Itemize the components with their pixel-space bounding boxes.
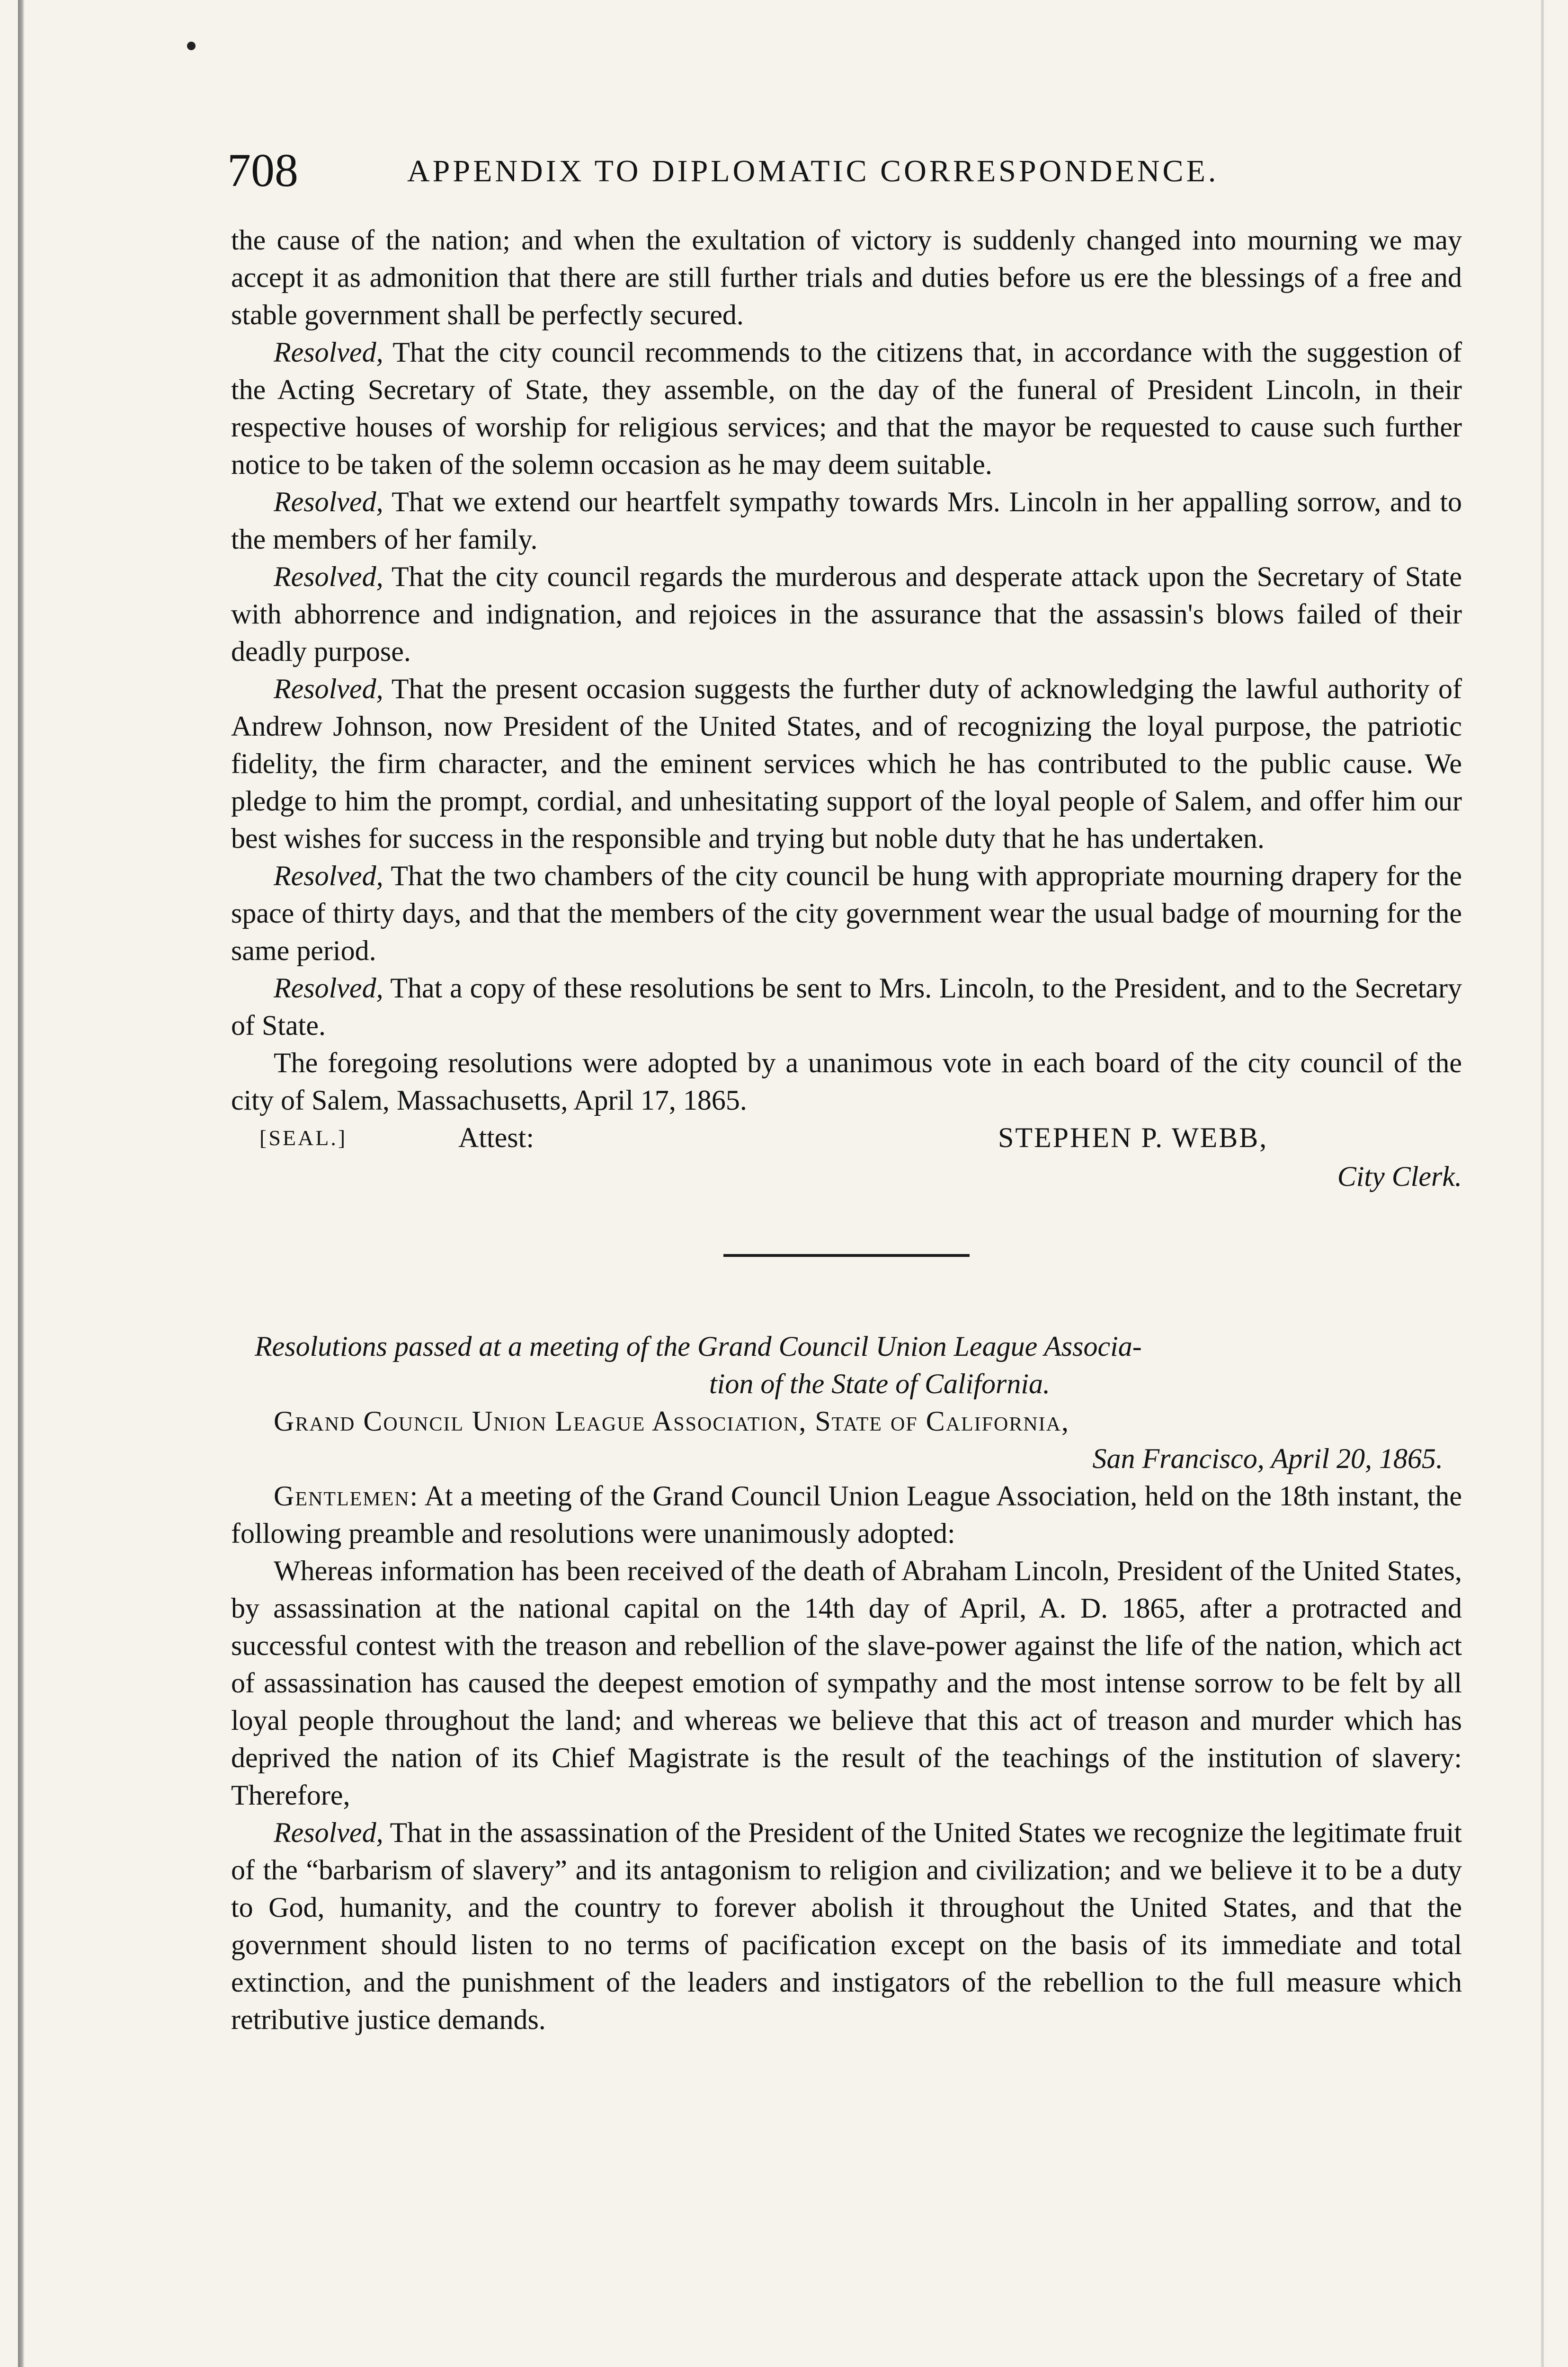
page-number: 708 [227, 144, 298, 196]
continuation-paragraph: the cause of the nation; and when the exultation of victory is suddenly changed into mourning we may accept it as admonition that there are still further trials and duties before us ere the blessings of a free and stable government shall be perfectly secured. [231, 224, 1462, 330]
running-title: APPENDIX TO DIPLOMATIC CORRESPONDENCE. [407, 154, 1219, 188]
resolution-paragraph [231, 558, 1462, 670]
seal-mark: [SEAL.] [259, 1126, 347, 1150]
resolution-text: That the city council recommends to the citizens that, in accordance with the suggestion of the Acting Secretary of State, they assemble, on the day of the funeral of President Lincoln, in their respective houses of worship for religious services; and that the mayor be requested to cause such further notice to be taken of the solemn occasion as he may deem suitable. [231, 337, 1462, 480]
signer-name: STEPHEN P. WEBB, [998, 1122, 1268, 1153]
section-title [231, 1328, 1462, 1403]
section-divider [723, 1254, 970, 1257]
section-title-line1: Resolutions passed at a meeting of the Grand Council Union League Associa- [255, 1331, 1142, 1362]
resolved-label: Resolved, [274, 673, 383, 704]
intro-text: At a meeting of the Grand Council Union League Association, held on the 18th instant, the following preamble and resolutions were unanimously adopted: [231, 1480, 1462, 1549]
resolution-paragraph [231, 483, 1462, 558]
resolution-text: That we extend our heartfelt sympathy towards Mrs. Lincoln in her appalling sorrow, and to the members of her family. [231, 486, 1462, 555]
salem-resolutions [231, 222, 1462, 1197]
resolution-text: That the city council regards the murderous and desperate attack upon the Secretary of State with abhorrence and indignation, and rejoices in the assurance that the assassin's blows failed of their deadly purpose. [231, 561, 1462, 667]
resolution-paragraph [231, 334, 1462, 483]
resolved-label: Resolved, [274, 486, 383, 517]
attest-label: Attest: [458, 1122, 534, 1153]
adoption-paragraph: The foregoing resolutions were adopted by a unanimous vote in each board of the city council of the city of Salem, Massachusetts, April 17, 1865. [231, 1047, 1462, 1116]
resolution-paragraph [231, 670, 1462, 857]
organization-line: Grand Council Union League Association, State of California, [274, 1406, 1069, 1437]
resolution-text: That the two chambers of the city council be hung with appropriate mourning drapery for the space of thirty days, and that the members of the city government wear the usual badge of mourning for the same period. [231, 860, 1462, 966]
place-date: San Francisco, April 20, 1865. [1092, 1443, 1443, 1474]
resolved-label: Resolved, [274, 1817, 383, 1848]
section-title-line2: tion of the State of California. [709, 1368, 1050, 1399]
resolution-paragraph [231, 970, 1462, 1044]
resolution-text: That in the assassination of the President of the United States we recognize the legitimate fruit of the “barbarism of slavery” and its antagonism to religion and civilization; and we believe it to be a duty to God, humanity, and the country to forever abolish it throughout the United States, and that the government should listen to no terms of pacification except on the basis of its immediate and total extinction, and the punishment of the leaders and instigators of the rebellion to the full measure which retributive justice demands. [231, 1817, 1462, 2035]
resolution-text: That a copy of these resolutions be sent to Mrs. Lincoln, to the President, and to the Secretary of State. [231, 972, 1462, 1041]
resolved-label: Resolved, [274, 972, 383, 1004]
salutation-paragraph [231, 1477, 1462, 1552]
page-binding-edge [18, 0, 25, 2367]
attestation-block [231, 1119, 1462, 1197]
resolution-paragraph [231, 1814, 1462, 2038]
resolved-label: Resolved, [274, 561, 383, 592]
running-header [227, 142, 1477, 204]
ink-dot [187, 42, 196, 50]
resolved-label: Resolved, [274, 337, 383, 368]
signer-title: City Clerk. [1337, 1161, 1462, 1192]
page-body [231, 222, 1462, 2038]
preamble-paragraph: Whereas information has been received of the death of Abraham Lincoln, President of the United States, by assassination at the national capital on the 14th day of April, A. D. 1865, after a protracted and successful contest with the treason and rebellion of the slave-power against the life of the nation, which act of assassination has caused the deepest emotion of sympathy and the most intense sorrow to be felt by all loyal people throughout the land; and whereas we believe that this act of treason and murder which has deprived the nation of its Chief Magistrate is the result of the teachings of the institution of slavery: Therefore, [231, 1555, 1462, 1811]
california-resolutions [231, 1328, 1462, 2038]
page-right-edge [1541, 0, 1544, 2367]
resolution-paragraph [231, 857, 1462, 970]
resolution-text: That the present occasion suggests the further duty of acknowledging the lawful authority of Andrew Johnson, now President of the United States, and of recognizing the loyal purpose, the patriotic fidelity, the firm character, and the eminent services which he has contributed to the public cause. We pledge to him the prompt, cordial, and unhesitating support of the loyal people of Salem, and offer him our best wishes for success in the responsible and trying but noble duty that he has undertaken. [231, 673, 1462, 854]
salutation: Gentlemen: [274, 1480, 419, 1512]
resolved-label: Resolved, [274, 860, 383, 891]
